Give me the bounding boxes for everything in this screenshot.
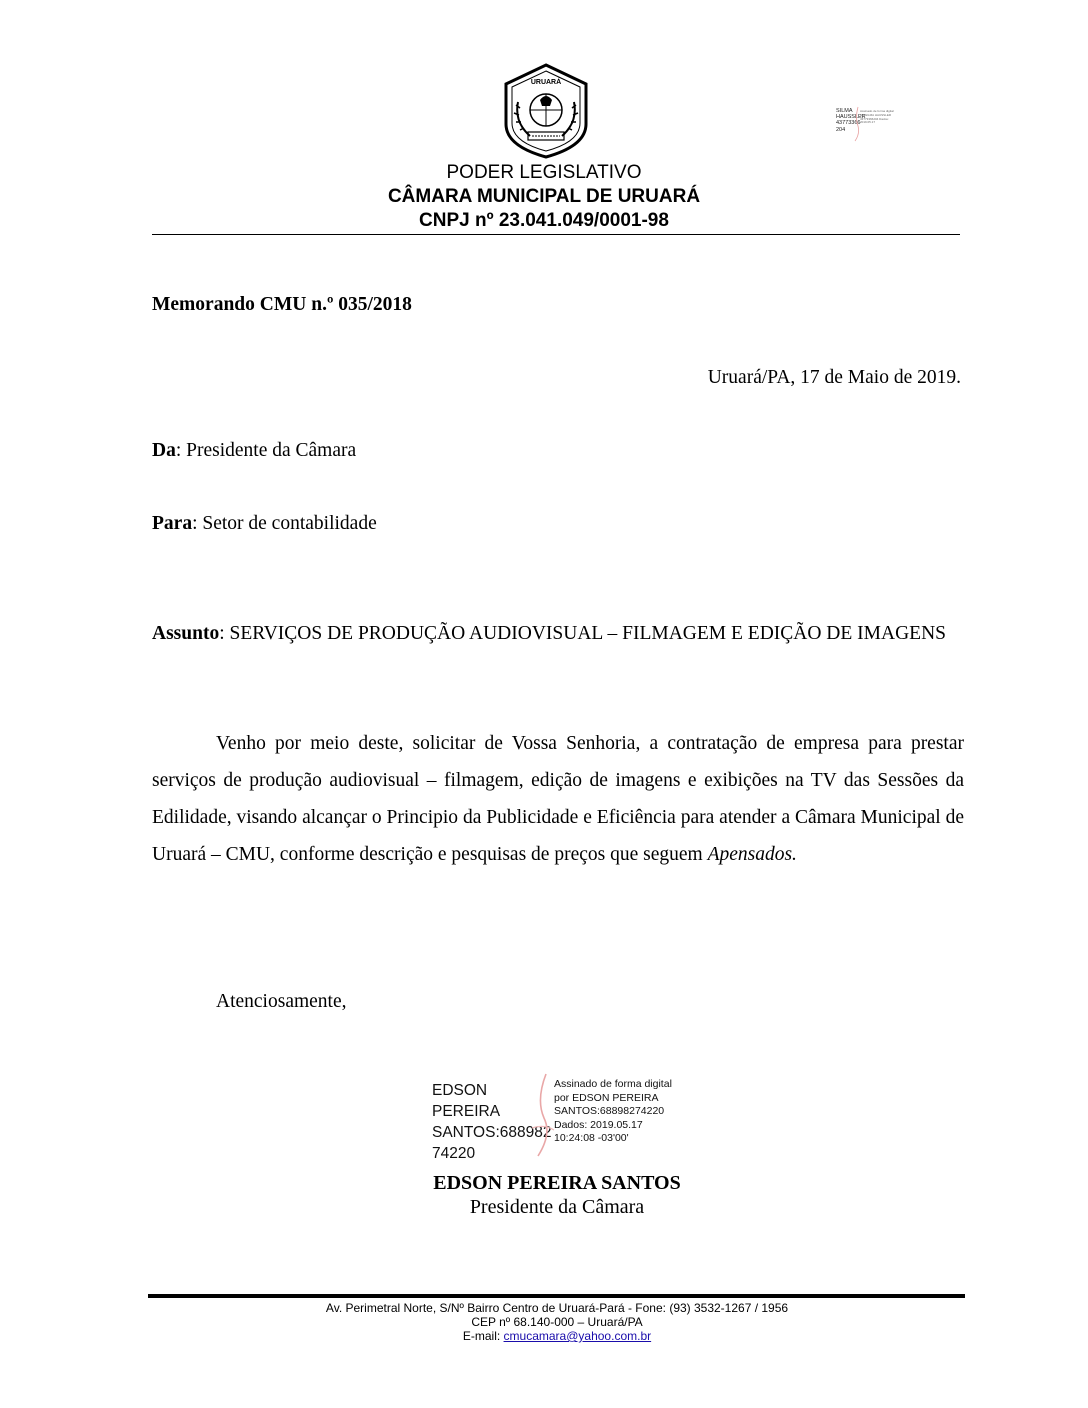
body-italic: Apensados. [707, 844, 797, 865]
subject-label: Assunto [152, 623, 220, 644]
memo-body [152, 725, 964, 873]
stamp-name-lines: SILMA HAUSSLER 43773366 204 [836, 108, 866, 133]
body-text: Venho por meio deste, solicitar de Vossa Senhoria, a contratação de empresa para prestar serviços de produção audiovisual – filmagem, edição de imagens e exibições na TV das Sessões da Edilidade, visando alcançar o Principio da Publicidade e Eficiência para atender a Câmara Municipal de Uruará – CMU, conforme descrição e pesquisas de preços que seguem [152, 733, 964, 865]
from-value: : Presidente da Câmara [175, 440, 357, 461]
memo-from [152, 432, 356, 469]
digital-signature-info: Assinado de forma digital por EDSON PEREIRA SANTOS:68898274220 Dados: 2019.05.17 10:24:08 -03'00' [554, 1078, 672, 1144]
to-label: Para [152, 513, 193, 534]
stamp-details: Assinado de forma digital por SILMA HAUSSLER 43773366204 Dados: 2019.05.17 [860, 109, 894, 125]
footer-address: Av. Perimetral Norte, S/Nº Bairro Centro de Uruará-Pará - Fone: (93) 3532-1267 / 1956 [325, 1301, 789, 1315]
svg-text:URUARÁ: URUARÁ [530, 79, 562, 86]
memo-closing: Atenciosamente, [216, 991, 347, 1012]
memo-to [152, 505, 377, 542]
memo-subject [152, 615, 964, 652]
header-institution: CÂMARA MUNICIPAL DE URUARÁ [387, 186, 701, 207]
header-divider [152, 234, 960, 235]
signature-flourish-icon [524, 1070, 558, 1160]
header-branch: PODER LEGISLATIVO [446, 162, 642, 183]
header-cnpj: CNPJ nº 23.041.049/0001-98 [419, 210, 669, 231]
footer-divider [148, 1294, 965, 1298]
municipal-seal-logo [500, 62, 592, 160]
footer-email-label: E-mail: [462, 1329, 504, 1343]
to-value: : Setor de contabilidade [192, 513, 377, 534]
memo-date: Uruará/PA, 17 de Maio de 2019. [707, 367, 961, 388]
footer-email-line [0, 1329, 1088, 1343]
from-label: Da [152, 440, 176, 461]
digital-signature-name: EDSON PEREIRA SANTOS:688982 74220 [432, 1082, 552, 1162]
signer-name: EDSON PEREIRA SANTOS [433, 1172, 681, 1194]
signer-role: Presidente da Câmara [469, 1196, 645, 1218]
subject-value: : SERVIÇOS DE PRODUÇÃO AUDIOVISUAL – FILMAGEM E EDIÇÃO DE IMAGENS [219, 623, 947, 644]
memo-number: Memorando CMU n.º 035/2018 [152, 294, 412, 315]
footer-cep: CEP nº 68.140-000 – Uruará/PA [471, 1315, 643, 1329]
footer-email-link[interactable]: cmucamara@yahoo.com.br [503, 1329, 652, 1343]
digital-signature-stamp-top [836, 108, 896, 142]
